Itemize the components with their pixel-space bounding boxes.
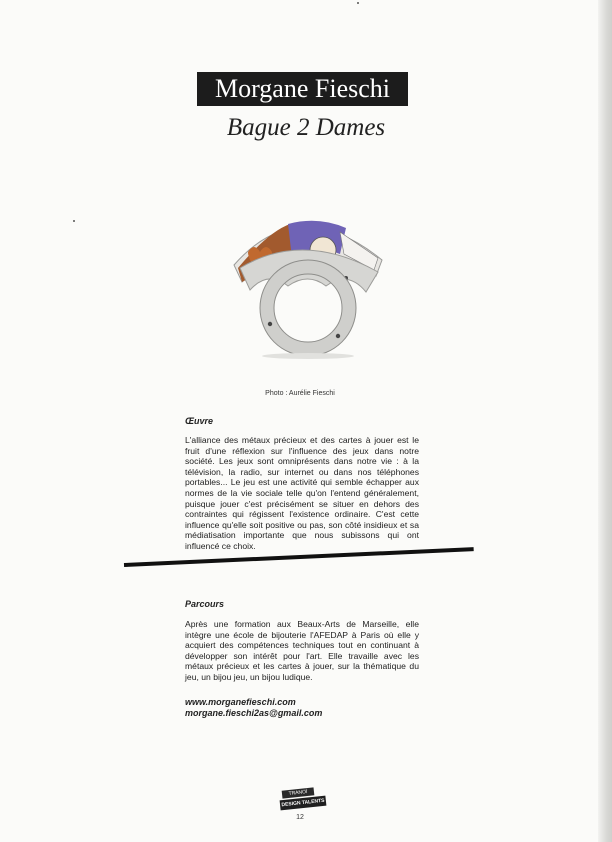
oeuvre-text: L'alliance des métaux précieux et des cartes à jouer est le fruit d'une réflexion sur l'influence des jeux dans notre société. Les jeux sont omniprésents dans notre vie : à la télévision, la radio, sur internet ou dans nos téléphones portables... Le jeu est une activité qui semble échapper aux normes de la vie sociale telle qu'on l'entend généralement, puisque jouer c'est précisément se situer en dehors des contraintes qui régissent l'existence ordinaire. C'est cette influence qu'elle soit positive ou pas, son côté insidieux et sa médiatisation importante que nous subissons qui ont influencé ce choix. [185, 435, 419, 551]
website-link[interactable]: www.morganefieschi.com [185, 697, 296, 707]
page-gutter-shadow [598, 0, 612, 842]
parcours-text: Après une formation aux Beaux-Arts de Marseille, elle intègre une école de bijouterie l'AFEDAP à Paris où elle y acquiert des compétences techniques tout en continuant à développer son intérêt pour l'art. Elle travaille avec les métaux précieux et les cartes à jouer, sur la thématique du jeu, un bijou jeu, un bijou ludique. [185, 619, 419, 682]
photo-credit: Photo : Aurélie Fieschi [265, 390, 335, 397]
scan-speck [73, 220, 75, 222]
scan-speck [357, 2, 359, 4]
email-link[interactable]: morgane.fieschi2as@gmail.com [185, 708, 323, 718]
ring-with-playing-card-queen-icon [228, 210, 388, 360]
work-title: Bague 2 Dames [226, 114, 386, 141]
artist-name: Morgane Fieschi [215, 74, 390, 103]
logo-top-text: TRANOÏ [282, 787, 315, 798]
parcours-heading: Parcours [185, 599, 225, 609]
tranoi-design-talents-logo [280, 789, 326, 810]
page-number: 12 [296, 814, 304, 821]
oeuvre-heading: Œuvre [185, 416, 214, 426]
logo-bottom-text: DESIGN TALENTS [280, 796, 327, 811]
